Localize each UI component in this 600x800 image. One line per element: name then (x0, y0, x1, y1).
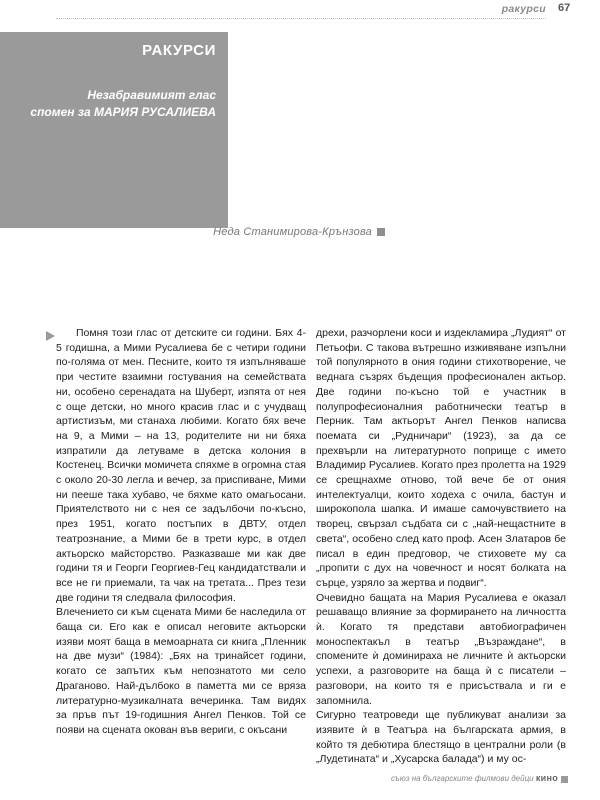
paragraph: Очевидно бащата на Мария Русалиева е оказал решаващо влияние за формирането на личността ѝ. Когато тя представи автобиографичен моноспектакъл в театър „Възраждане“, в спомените ѝ доминираха не личните ѝ актьорски успехи, а разговорите на баща ѝ с писатели – разговори, на които тя е присъствала и ги е запомнила. (316, 591, 566, 707)
footer-square-icon (561, 776, 568, 783)
subtitle-line-2: спомен за МАРИЯ РУСАЛИЕВА (30, 105, 216, 119)
footer (390, 773, 558, 783)
paragraph: дрехи, разчорлени коси и издекламира „Лудият“ от Петьофи. С такова вътрешно изживяване изпълни той популярното в ония години стихотворение, че веднага съзрях бъдещия професионален актьор. Две години по-късно той е участник в полупрофесионалния работнически театър в Перник. Там актьорът Ангел Пенков написва поемата си „Рудничари“ (1923), за да се прехвърли на литературното поприще с името Владимир Русалиев. Когато през пролетта на 1929 се срещнахме отново, той вече бе от ония интелектуалци, които ходеха с очила, бастун и широкопола шапка. И имаше самочувствието на творец, свързал съдбата си с „най-нещастните в света“, особено след като проф. Асен Златаров бе писал в един предговор, че стиховете му са „пропити с дух на човечност и носят болката на сърце, узряло за жертва и подвиг“. (316, 327, 566, 589)
running-head-text: ракурси (501, 3, 546, 15)
body-column-left (56, 326, 306, 766)
page-number: 67 (558, 2, 571, 14)
footer-brand: кино (535, 773, 558, 783)
triangle-marker-icon (46, 331, 55, 341)
paragraph: Влечението си към сцената Мими бе наследила от баща си. Его как е описал неговите актьорски изяви моят баща в мемоарната си книга „Пленник на две музи“ (1984): „Бях на тринайсет години, когато се запътих към непознатото ми село Драганово. Най-дълбоко в паметта ми се вряза литературно-музикалната вечеринка. Там видях за пръв път 19-годишния Ангел Пенков. Той се появи на сцената окован във вериги, с окъсани (56, 606, 306, 736)
rubric-title: РАКУРСИ (142, 42, 216, 59)
paragraph: Помня този глас от детските си години. Бях 4-5 годишна, а Мими Русалиева бе с четири години по-голяма от мен. Песните, които тя изпълняваше при честите взаимни гостувания на семействата ни, особено серенадата на Шуберт, изпята от нея с още детски, но много красив глас и с учудващ артистизъм, ми станаха любими. Когато бях вече на 9, а Мими – на 13, родителите ни ни бяха изпратили да летуваме в детска колония в Костенец. Всички момичета спяхме в огромна стая с около 20-30 легла и вечер, за приспиване, Мими ни пееше така хубаво, че бяхме като омагьосани. Приятелството ни с нея се задълбочи по-късно, през 1951, когато постъпих в ДВТУ, отдел театрознание, а Мими бе в трети курс, в отдел актьорско майсторство. Разказваше ми как две години тя и Георги Георгиев-Гец кандидатствали и все не ги приемали, та чак на третата... През тези две години тя следвала философия. (56, 327, 306, 604)
body-column-right (316, 326, 566, 766)
running-head (56, 2, 546, 19)
article-subtitle (16, 87, 216, 121)
subtitle-line-1: Незабравимият глас (87, 88, 216, 102)
section-title-box (0, 32, 228, 228)
byline-square-icon (377, 228, 385, 236)
footer-text: съюз на българските филмови дейци (390, 774, 534, 783)
paragraph: Сигурно театроведи ще публикуват анализи за изявите ѝ в Театъра на българската армия, в който тя дебютира блестящо в централни роли (в „Лудетината“ и „Хусарска балада“) и му ос- (316, 709, 566, 766)
author-byline: Неда Станимирова-Крънзова (213, 226, 372, 238)
